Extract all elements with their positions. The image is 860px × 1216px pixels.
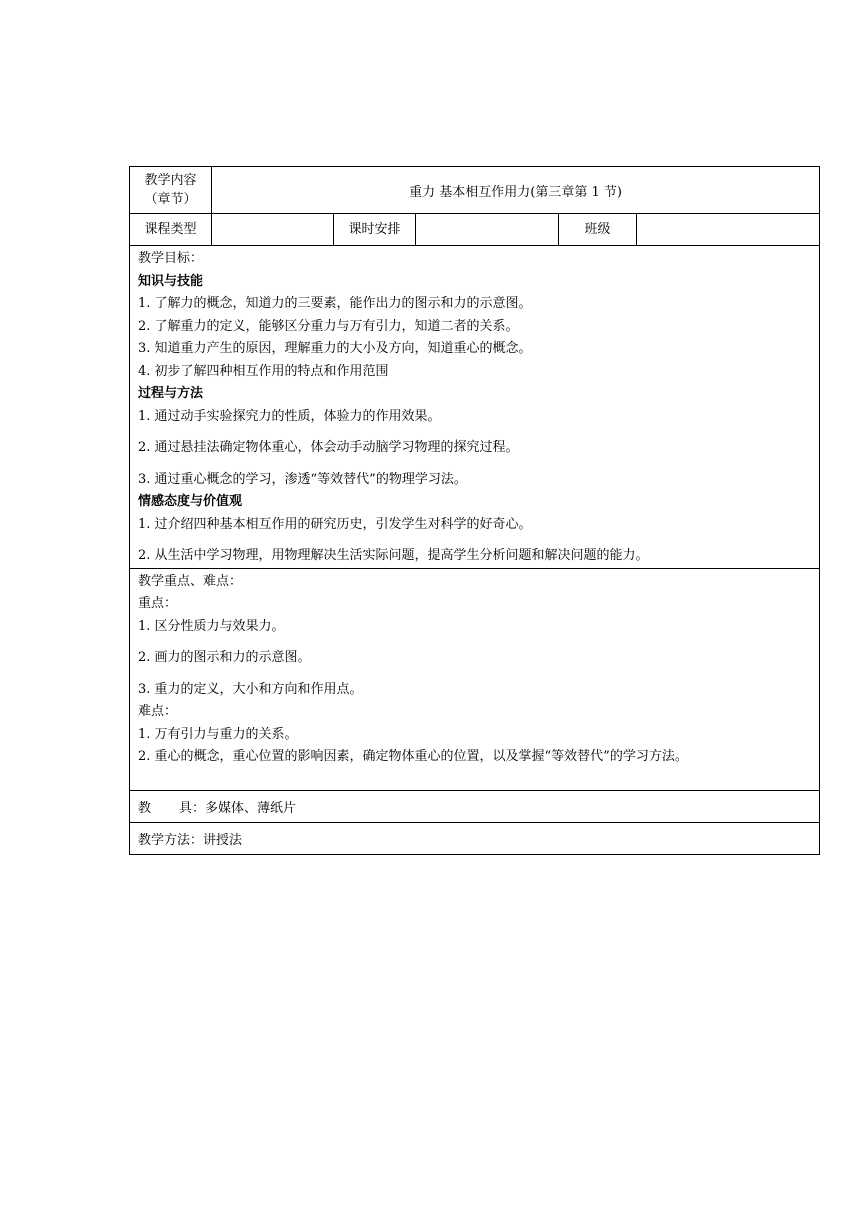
tools-row <box>130 790 820 822</box>
content-title: 重力 基本相互作用力(第三章第 1 节) <box>212 167 820 214</box>
info-row <box>130 214 820 246</box>
content-label-cell <box>130 167 212 214</box>
course-type-label: 课程类型 <box>130 214 212 246</box>
section-heading-process: 过程与方法 <box>138 386 204 401</box>
tools-value: 多媒体、薄纸片 <box>205 800 297 816</box>
tools-cell <box>130 790 820 822</box>
content-label-line2: （章节） <box>144 192 197 207</box>
tools-label-part1: 教 <box>138 800 152 816</box>
method-label: 教学方法： <box>138 832 204 848</box>
method-cell <box>130 822 820 854</box>
list-item: 2. 画力的图示和力的示意图。 <box>138 650 311 665</box>
method-row <box>130 822 820 854</box>
list-item: 1. 区分性质力与效果力。 <box>138 618 285 634</box>
list-item: 3. 知道重力产生的原因，理解重力的大小及方向，知道重心的概念。 <box>138 341 532 356</box>
key-points-row <box>130 568 820 790</box>
difficult-label: 难点： <box>138 704 178 719</box>
class-value <box>637 214 820 246</box>
list-item: 3. 重力的定义，大小和方向和作用点。 <box>138 681 363 697</box>
method-value: 讲授法 <box>203 832 243 848</box>
content-row <box>130 167 820 214</box>
hours-label: 课时安排 <box>334 214 416 246</box>
list-item: 2. 重心的概念，重心位置的影响因素，确定物体重心的位置，以及掌握“等效替代”的学习方法。 <box>138 749 688 764</box>
list-item: 2. 了解重力的定义，能够区分重力与万有引力，知道二者的关系。 <box>138 318 519 334</box>
objectives-row <box>130 246 820 569</box>
list-item: 1. 了解力的概念，知道力的三要素，能作出力的图示和力的示意图。 <box>138 296 532 311</box>
list-item: 2. 通过悬挂法确定物体重心，体会动手动脑学习物理的探究过程。 <box>138 440 519 455</box>
hours-value <box>416 214 559 246</box>
list-item: 1. 通过动手实验探究力的性质，体验力的作用效果。 <box>138 408 441 424</box>
course-type-value <box>212 214 334 246</box>
key-label: 重点： <box>138 596 178 611</box>
list-item: 1. 万有引力与重力的关系。 <box>138 726 298 742</box>
tools-label-part2: 具： <box>179 800 206 816</box>
key-points-title: 教学重点、难点： <box>138 573 243 589</box>
objectives-block <box>130 246 820 569</box>
section-heading-attitude: 情感态度与价值观 <box>138 494 243 509</box>
lesson-plan-table <box>129 166 820 855</box>
list-item: 4. 初步了解四种相互作用的特点和作用范围 <box>138 363 389 379</box>
objectives-title: 教学目标： <box>138 251 204 266</box>
list-item: 2. 从生活中学习物理，用物理解决生活实际问题，提高学生分析问题和解决问题的能力。 <box>138 548 649 563</box>
class-label: 班级 <box>559 214 637 246</box>
content-label-line1: 教学内容 <box>144 173 197 188</box>
list-item: 1. 过介绍四种基本相互作用的研究历史，引发学生对科学的好奇心。 <box>138 516 532 532</box>
list-item: 3. 通过重心概念的学习，渗透“等效替代”的物理学习法。 <box>138 471 467 487</box>
section-heading-knowledge: 知识与技能 <box>138 273 204 289</box>
key-points-block <box>130 568 820 790</box>
